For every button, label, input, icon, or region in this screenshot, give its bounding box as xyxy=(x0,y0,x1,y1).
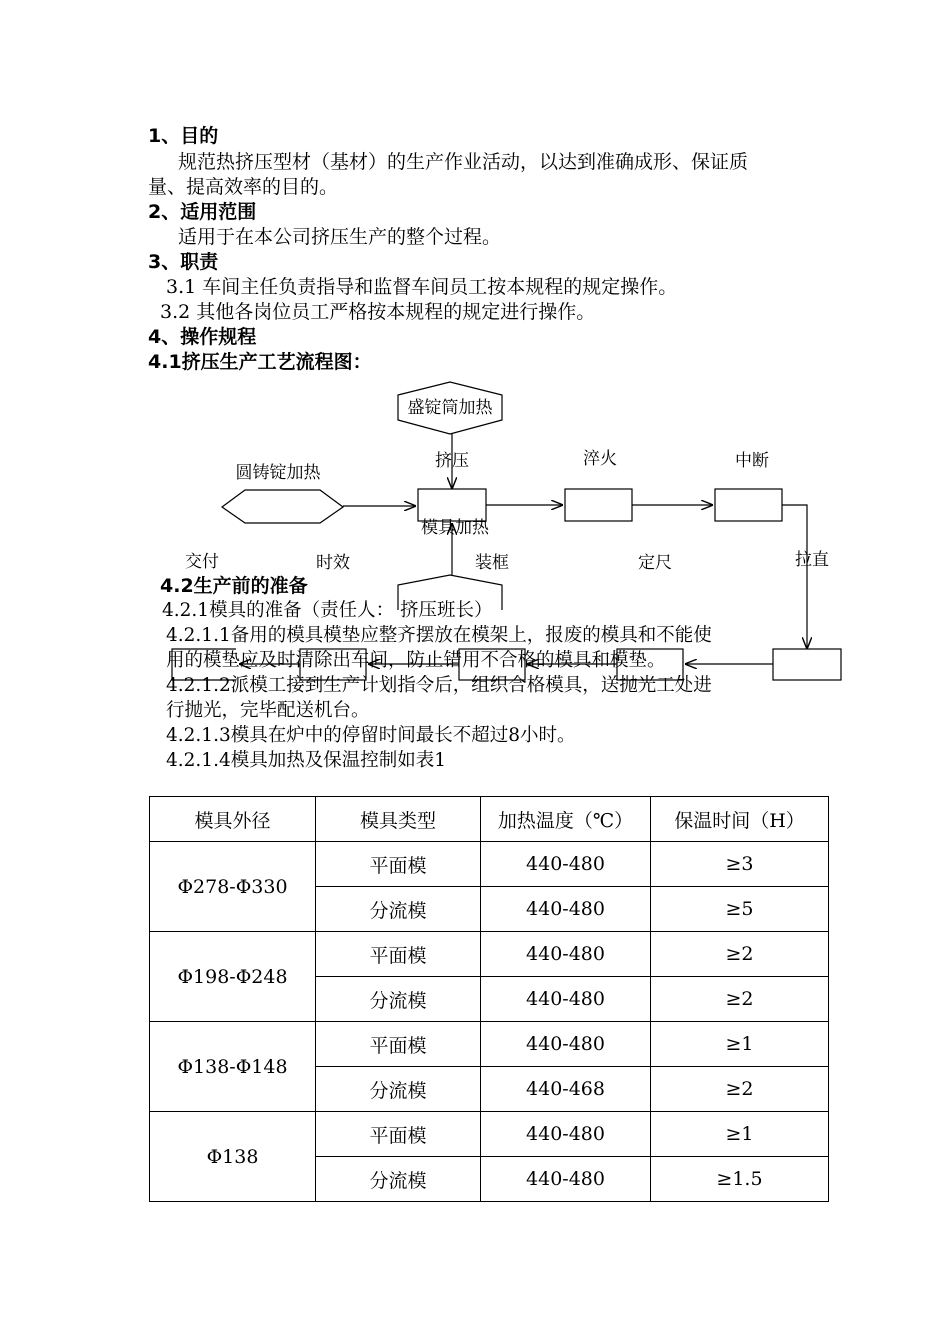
temp-cell: 440-480 xyxy=(481,1022,651,1067)
table-row xyxy=(150,932,829,977)
time-cell: ≥2 xyxy=(651,932,829,977)
section-3-item-1: 3.1 车间主任负责指导和监督车间员工按本规程的规定操作。 xyxy=(166,276,678,298)
table-row xyxy=(150,842,829,887)
section-1-body-line-1: 规范热挤压型材（基材）的生产作业活动，以达到准确成形、保证质 xyxy=(178,151,749,173)
diameter-cell: Φ198-Φ248 xyxy=(150,932,316,1022)
time-cell: ≥5 xyxy=(651,887,829,932)
time-cell: ≥2 xyxy=(651,977,829,1022)
temp-cell: 440-468 xyxy=(481,1067,651,1112)
quench-label: 淬火 xyxy=(583,449,617,469)
time-cell: ≥3 xyxy=(651,842,829,887)
temp-cell: 440-480 xyxy=(481,1112,651,1157)
type-cell: 分流模 xyxy=(316,1157,481,1202)
die-heating-table xyxy=(149,796,829,1202)
stretch-node xyxy=(773,649,841,680)
table-header-row xyxy=(150,797,829,842)
temp-cell: 440-480 xyxy=(481,887,651,932)
time-cell: ≥1 xyxy=(651,1022,829,1067)
cut-middle-node xyxy=(715,489,782,521)
temp-cell: 440-480 xyxy=(481,932,651,977)
para-4-2-1-2-line-2: 行抛光，完毕配送机台。 xyxy=(166,700,370,721)
para-4-2-1-1-line-1: 4.2.1.1备用的模具模垫应整齐摆放在模架上，报废的模具和不能使 xyxy=(166,625,712,646)
ingot-heating-node xyxy=(222,490,343,523)
type-cell: 平面模 xyxy=(316,1112,481,1157)
stretch-label: 拉直 xyxy=(795,550,829,570)
diameter-cell: Φ278-Φ330 xyxy=(150,842,316,932)
section-4-2-1-title: 4.2.1模具的准备（责任人： 挤压班长） xyxy=(162,600,493,621)
diameter-cell: Φ138-Φ148 xyxy=(150,1022,316,1112)
time-cell: ≥1.5 xyxy=(651,1157,829,1202)
para-4-2-1-4: 4.2.1.4模具加热及保温控制如表1 xyxy=(166,750,446,771)
header-temp: 加热温度（℃） xyxy=(481,797,651,842)
diameter-cell: Φ138 xyxy=(150,1112,316,1202)
container-heating-label: 盛锭筒加热 xyxy=(407,398,493,418)
cut-length-label: 定尺 xyxy=(638,553,672,573)
table-row xyxy=(150,1112,829,1157)
para-4-2-1-2-line-1: 4.2.1.2派模工接到生产计划指令后，组织合格模具，送抛光工处进 xyxy=(166,675,712,696)
temp-cell: 440-480 xyxy=(481,1157,651,1202)
section-1-title: 1、目的 xyxy=(148,125,219,147)
framing-label: 装框 xyxy=(475,553,509,573)
section-4-title: 4、操作规程 xyxy=(148,326,257,348)
ingot-heating-label: 圆铸锭加热 xyxy=(235,463,321,483)
time-cell: ≥2 xyxy=(651,1067,829,1112)
header-diameter: 模具外径 xyxy=(150,797,316,842)
section-4-1-title: 4.1挤压生产工艺流程图： xyxy=(148,351,372,373)
extrusion-node xyxy=(418,489,486,521)
section-3-item-2: 3.2 其他各岗位员工严格按本规程的规定进行操作。 xyxy=(160,301,596,323)
time-cell: ≥1 xyxy=(651,1112,829,1157)
para-4-2-1-3: 4.2.1.3模具在炉中的停留时间最长不超过8小时。 xyxy=(166,725,576,746)
quench-node xyxy=(565,489,632,521)
type-cell: 分流模 xyxy=(316,1067,481,1112)
aging-label: 时效 xyxy=(316,553,350,573)
table-row xyxy=(150,1022,829,1067)
section-1-body-line-2: 量、提高效率的目的。 xyxy=(148,176,339,198)
type-cell: 平面模 xyxy=(316,1022,481,1067)
cut-to-stretch-connector xyxy=(782,505,807,648)
type-cell: 分流模 xyxy=(316,887,481,932)
temp-cell: 440-480 xyxy=(481,977,651,1022)
type-cell: 平面模 xyxy=(316,842,481,887)
section-4-2-title: 4.2生产前的准备 xyxy=(160,575,308,597)
cut-middle-label: 中断 xyxy=(735,451,769,471)
section-3-title: 3、职责 xyxy=(148,251,219,273)
die-heating-label: 模具加热 xyxy=(421,518,489,538)
deliver-label: 交付 xyxy=(185,552,219,572)
type-cell: 分流模 xyxy=(316,977,481,1022)
section-2-body: 适用于在本公司挤压生产的整个过程。 xyxy=(178,226,502,248)
header-time: 保温时间（H） xyxy=(651,797,829,842)
temp-cell: 440-480 xyxy=(481,842,651,887)
header-type: 模具类型 xyxy=(316,797,481,842)
type-cell: 平面模 xyxy=(316,932,481,977)
para-4-2-1-1-line-2: 用的模垫应及时清除出车间，防止错用不合格的模具和模垫。 xyxy=(166,650,666,671)
extrusion-label: 挤压 xyxy=(435,451,469,471)
section-2-title: 2、适用范围 xyxy=(148,201,257,223)
